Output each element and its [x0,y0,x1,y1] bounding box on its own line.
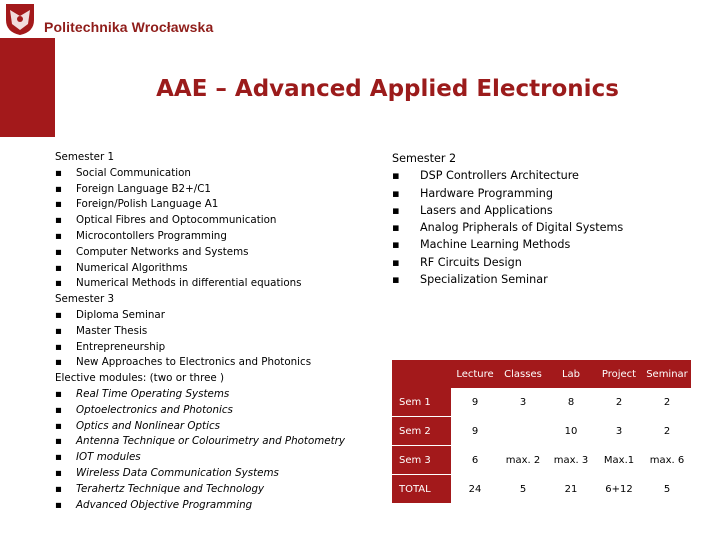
table-cell: 9 [471,396,479,408]
course-list-text: IOT modules [76,451,141,464]
header-bar [0,0,720,38]
course-list-item [55,498,345,514]
course-list-text: Numerical Methods in differential equations [76,277,302,290]
section-heading [55,292,345,308]
table-row [392,388,691,417]
right-course-list [392,150,623,288]
table-cell: 2 [615,396,623,408]
bullet-icon: ▪ [55,387,62,400]
bullet-icon: ▪ [55,261,62,274]
left-course-list [55,150,345,513]
bullet-icon: ▪ [55,451,62,464]
course-list-item [392,254,623,271]
course-list-text: Entrepreneurship [76,340,166,353]
bullet-icon: ▪ [392,186,400,200]
course-list-item [392,185,623,202]
hours-table [392,360,691,503]
bullet-icon: ▪ [55,214,62,227]
table-header-cell: Lab [547,360,595,388]
course-list-text: Machine Learning Methods [420,238,571,252]
bullet-icon: ▪ [55,466,62,479]
course-list-text: Social Communication [76,166,191,179]
table-row-header: Sem 2 [392,417,451,446]
table-cell: 3 [595,417,643,446]
bullet-icon: ▪ [55,229,62,242]
course-list-text: Terahertz Technique and Technology [76,482,265,495]
course-list-item [55,229,345,245]
course-list-item [55,261,345,277]
section-heading [55,371,345,387]
course-list-item [55,213,345,229]
course-list-text: Diploma Seminar [76,308,165,321]
course-list-text: RF Circuits Design [420,255,522,269]
table-header-cell: Seminar [643,360,691,388]
course-list-item [55,245,345,261]
bullet-icon: ▪ [55,166,62,179]
table-cell: Max.1 [595,446,643,475]
table-cell: max. 2 [499,446,547,475]
bullet-icon: ▪ [55,435,62,448]
table-cell: 2 [663,396,671,408]
bullet-icon: ▪ [55,340,62,353]
bullet-icon: ▪ [55,308,62,321]
table-cell: 3 [519,396,527,408]
table-row [392,475,691,504]
course-list-item [55,387,345,403]
course-list-text: Semester 2 [392,152,457,165]
course-list-item [55,403,345,419]
university-name: Politechnika Wrocławska [44,19,214,35]
bullet-icon: ▪ [55,482,62,495]
table-row-header: TOTAL [392,475,451,504]
course-list-text: Lasers and Applications [420,203,553,217]
table-row [392,446,691,475]
course-list-item [55,450,345,466]
table-cell: max. 3 [547,446,595,475]
course-list-item [55,324,345,340]
course-list-item [55,434,345,450]
course-list-text: Optical Fibres and Optocommunication [76,214,277,227]
course-list-item [55,355,345,371]
course-list-text: DSP Controllers Architecture [420,169,579,183]
bullet-icon: ▪ [392,203,400,217]
course-list-text: Real Time Operating Systems [76,387,230,400]
course-list-text: Semester 3 [55,293,115,306]
university-crest-icon [4,2,36,36]
section-heading [55,150,345,166]
table-cell: 21 [547,475,595,504]
section-heading [392,150,623,167]
course-list-item [55,182,345,198]
table-header-cell: Classes [499,360,547,388]
course-list-text: Optics and Nonlinear Optics [76,419,220,432]
course-list-item [392,202,623,219]
course-list-text: Wireless Data Communication Systems [76,466,279,479]
course-list-text: Hardware Programming [420,186,553,200]
course-list-text: Master Thesis [76,324,148,337]
table-row-header: Sem 3 [392,446,451,475]
course-list-item [55,466,345,482]
course-list-text: Computer Networks and Systems [76,245,249,258]
course-list-text: Analog Pripherals of Digital Systems [420,221,624,235]
bullet-icon: ▪ [55,324,62,337]
course-list-item [55,340,345,356]
course-list-item [392,236,623,253]
course-list-text: Foreign/Polish Language A1 [76,198,219,211]
course-list-text: Antenna Technique or Colourimetry and Photometry [76,435,346,448]
bullet-icon: ▪ [392,255,400,269]
table-cell [499,417,547,446]
table-cell: max. 6 [643,446,691,475]
bullet-icon: ▪ [55,403,62,416]
table-cell: 8 [567,396,575,408]
bullet-icon: ▪ [55,277,62,290]
course-list-text: Numerical Algorithms [76,261,188,274]
course-list-item [55,482,345,498]
course-list-text: New Approaches to Electronics and Photonics [76,356,312,369]
course-list-item [55,308,345,324]
slide-title: AAE – Advanced Applied Electronics [156,76,619,102]
course-list-item [392,167,623,184]
table-cell: 6+12 [595,475,643,504]
bullet-icon: ▪ [55,182,62,195]
table-cell: 6 [451,446,499,475]
table-corner-cell [392,360,451,388]
table-header-row [392,360,691,388]
bullet-icon: ▪ [392,238,400,252]
course-list-item [55,419,345,435]
course-list-text: Semester 1 [55,151,115,163]
table-cell: 9 [451,417,499,446]
course-list-item [55,197,345,213]
bullet-icon: ▪ [392,221,400,235]
course-list-text: Microcontollers Programming [76,229,227,242]
bullet-icon: ▪ [55,498,62,511]
course-list-item [392,271,623,288]
course-list-item [55,166,345,182]
bullet-icon: ▪ [392,169,400,183]
table-row-header: Sem 1 [392,388,451,417]
course-list-item [55,276,345,292]
table-cell: 2 [643,417,691,446]
bullet-icon: ▪ [55,245,62,258]
table-cell: 10 [547,417,595,446]
table-cell: 5 [643,475,691,504]
course-list-text: Specialization Seminar [420,273,548,287]
course-list-item [392,219,623,236]
course-list-text: Advanced Objective Programming [76,498,253,511]
table-cell: 5 [499,475,547,504]
bullet-icon: ▪ [55,198,62,211]
bullet-icon: ▪ [55,419,62,432]
table-header-cell: Lecture [451,360,499,388]
table-row [392,417,691,446]
table-cell: 24 [451,475,499,504]
table-header-cell: Project [595,360,643,388]
bullet-icon: ▪ [55,356,62,369]
course-list-text: Elective modules: (two or three ) [55,372,225,385]
bullet-icon: ▪ [392,273,400,287]
course-list-text: Optoelectronics and Photonics [76,403,233,416]
course-list-text: Foreign Language B2+/C1 [76,182,211,195]
